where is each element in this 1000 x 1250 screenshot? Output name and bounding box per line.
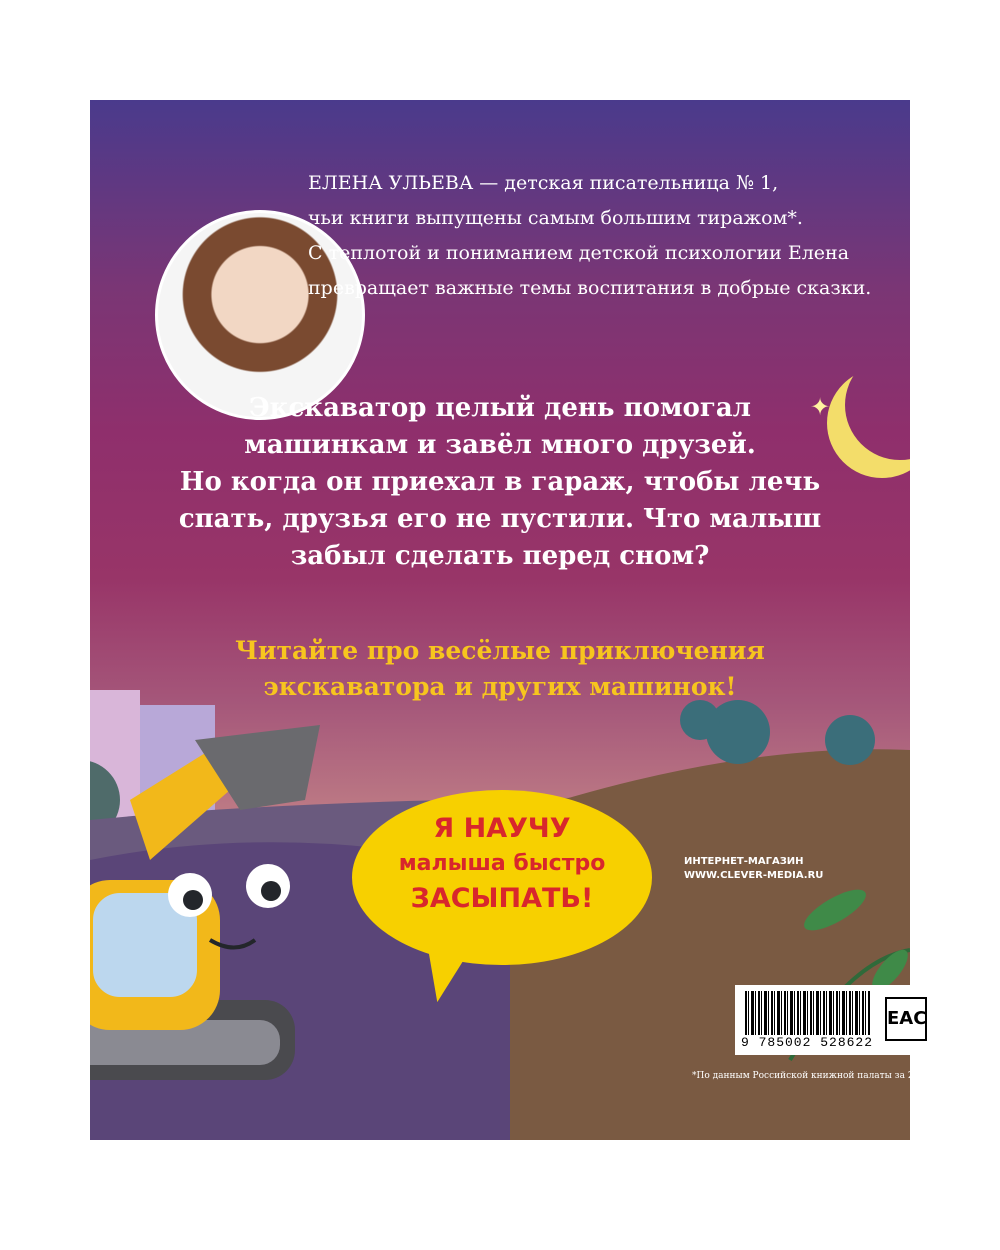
star-icon: ✦ <box>810 393 831 421</box>
shop-label: ИНТЕРНЕТ-МАГАЗИН <box>684 856 804 867</box>
author-bio <box>308 166 908 306</box>
bio-line: чьи книги выпущены самым большим тиражом*. <box>308 207 803 229</box>
isbn-number: 9 785002 528622 <box>741 1035 874 1050</box>
book-description <box>90 390 910 575</box>
description-line: забыл сделать перед сном? <box>290 541 710 571</box>
speech-bubble-text <box>352 812 652 916</box>
bio-line: С теплотой и пониманием детской психологии Елена <box>308 242 850 264</box>
promo-line: Читайте про весёлые приключения <box>235 636 765 665</box>
shop-url: WWW.CLEVER-MEDIA.RU <box>684 870 824 881</box>
description-line: Экскаватор целый день помогал <box>249 393 751 423</box>
tree <box>680 700 720 740</box>
book-back-cover <box>90 100 910 1140</box>
barcode-panel <box>735 985 935 1055</box>
tree <box>825 715 875 765</box>
bio-line: ЕЛЕНА УЛЬЕВА — детская писательница № 1, <box>308 172 779 194</box>
eac-certification-mark: EAC <box>885 997 927 1041</box>
bubble-line: малыша быстро <box>398 851 606 876</box>
bubble-line: Я НАУЧУ <box>433 813 571 844</box>
footnote: *По данным Российской книжной палаты за 2025 год <box>692 1071 950 1081</box>
promo-line: экскаватора и других машинок! <box>263 672 737 701</box>
online-shop-info <box>684 855 904 883</box>
promo-text <box>90 633 910 705</box>
description-line: спать, друзья его не пустили. Что малыш <box>178 504 822 534</box>
description-line: машинкам и завёл много друзей. <box>244 430 756 460</box>
description-line: Но когда он приехал в гараж, чтобы лечь <box>179 467 821 497</box>
bubble-line: ЗАСЫПАТЬ! <box>410 883 594 914</box>
barcode <box>745 991 870 1035</box>
bio-line: превращает важные темы воспитания в добрые сказки. <box>308 277 872 299</box>
